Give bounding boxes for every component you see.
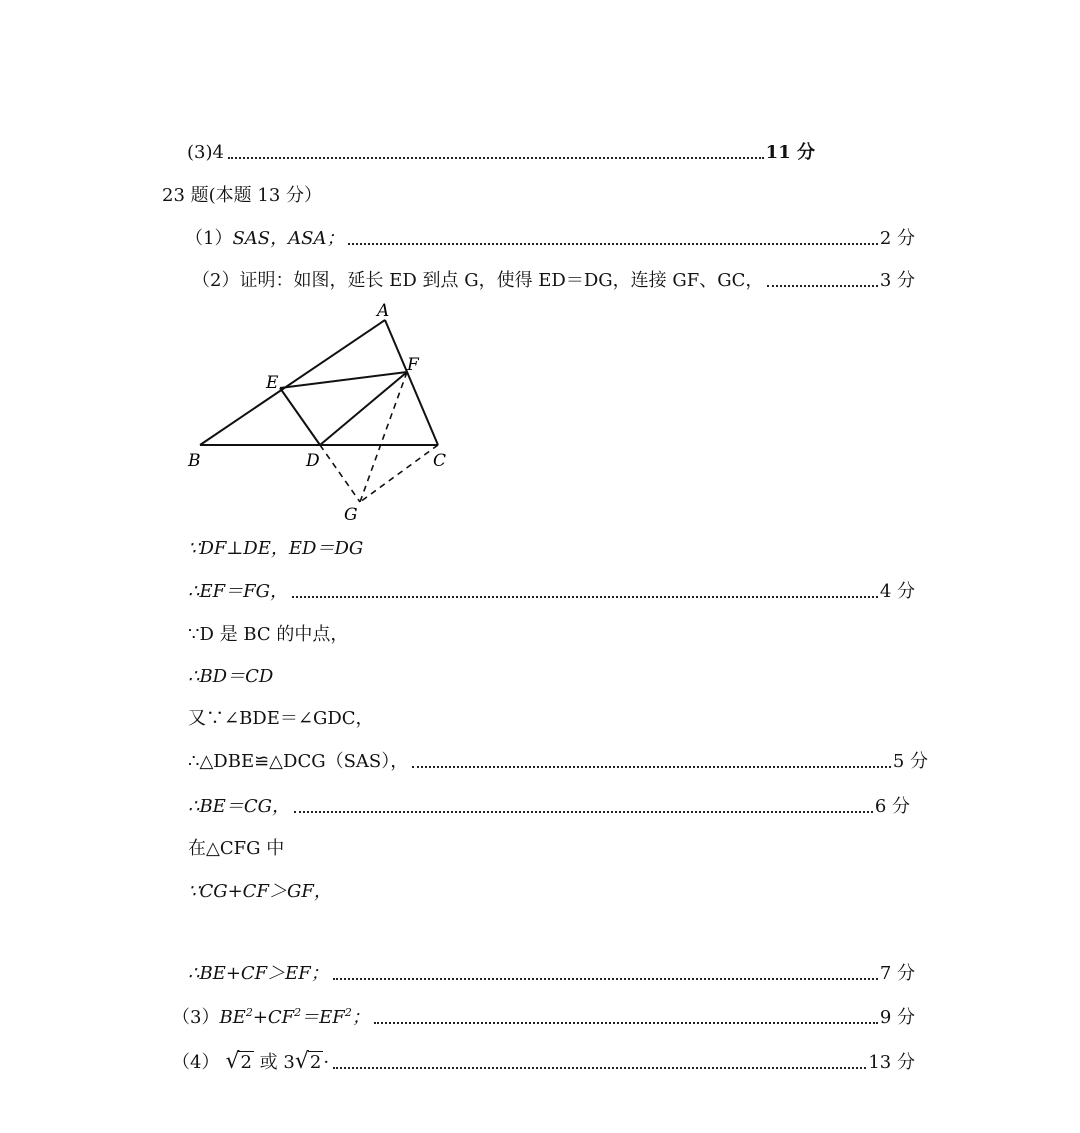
proof-step-2-points: 4 分	[879, 581, 915, 602]
geometry-figure	[180, 300, 480, 530]
point-label-e: E	[266, 373, 279, 393]
point-label-f: F	[407, 355, 419, 375]
sqrt-sign-icon: √	[294, 1049, 309, 1074]
proof-step-5: 又∵∠BDE＝∠GDC，	[188, 708, 374, 729]
part3-points: 9 分	[879, 1007, 915, 1028]
segment-dg	[320, 445, 360, 502]
part4-line	[172, 1051, 915, 1074]
point-label-c: C	[433, 451, 447, 471]
leader-dots	[412, 766, 891, 768]
part3-label: （3）	[172, 1007, 220, 1028]
proof-step-2: ∴EF＝FG， 4 分	[188, 581, 915, 602]
proof-step-4: ∴BD＝CD	[188, 666, 274, 687]
segment-ef	[280, 372, 407, 388]
part1-line	[185, 228, 915, 250]
part1-answer: SAS，ASA；	[232, 228, 345, 249]
q22-part3-line	[187, 142, 815, 164]
proof-step-7-points: 6 分	[874, 796, 910, 817]
part3-equation: $BE^2+CF^2=EF^2$；	[219, 1006, 370, 1028]
q23-heading-text: 23 题(本题 13 分）	[162, 185, 322, 206]
part2-line	[192, 270, 915, 292]
point-label-b: B	[188, 451, 201, 471]
point-label-g: G	[344, 505, 358, 525]
proof-step-10: ∴BE+CF＞EF； 7 分	[188, 963, 915, 984]
proof-step-10-points: 7 分	[879, 963, 915, 984]
leader-dots	[333, 1067, 866, 1069]
segment-ed	[280, 388, 320, 445]
part1-label: （1）	[185, 228, 233, 249]
q22-part3-points: 11 分	[765, 142, 815, 163]
part4-label: （4）	[172, 1052, 220, 1073]
part4-answer: √2 或 3√2 ·	[225, 1049, 330, 1074]
proof-step-3: ∵D 是 BC 的中点，	[188, 624, 349, 645]
q23-heading	[162, 185, 322, 207]
sqrt-sign-icon: √	[225, 1049, 240, 1074]
part2-label: （2）	[192, 270, 240, 291]
proof-step-9: ∵CG+CF＞GF，	[188, 881, 332, 902]
proof-step-1: ∵DF⊥DE，ED＝DG	[188, 538, 364, 559]
leader-dots	[333, 978, 878, 980]
leader-dots	[228, 157, 764, 159]
leader-dots	[292, 596, 878, 598]
leader-dots	[348, 243, 877, 245]
part4-points: 13 分	[868, 1052, 915, 1073]
proof-step-8: 在△CFG 中	[188, 838, 285, 859]
point-label-d: D	[306, 451, 320, 471]
leader-dots	[374, 1022, 878, 1024]
leader-dots	[294, 811, 873, 813]
leader-dots	[767, 285, 877, 287]
proof-step-7: ∴BE＝CG， 6 分	[188, 796, 910, 817]
part3-line	[172, 1007, 915, 1029]
q22-part3-answer: 4	[212, 142, 224, 163]
part2-points: 3 分	[879, 270, 915, 291]
segment-ab	[200, 320, 385, 445]
q22-part3-label: (3)	[187, 142, 213, 163]
proof-step-6: ∴△DBE≌△DCG（SAS）， 5 分	[188, 751, 928, 772]
point-label-a: A	[377, 301, 390, 321]
segment-cg	[360, 445, 438, 502]
part2-text: 证明：如图，延长 ED 到点 G，使得 ED＝DG，连接 GF、GC，	[239, 270, 764, 291]
part1-points: 2 分	[879, 228, 915, 249]
proof-step-6-points: 5 分	[892, 751, 928, 772]
